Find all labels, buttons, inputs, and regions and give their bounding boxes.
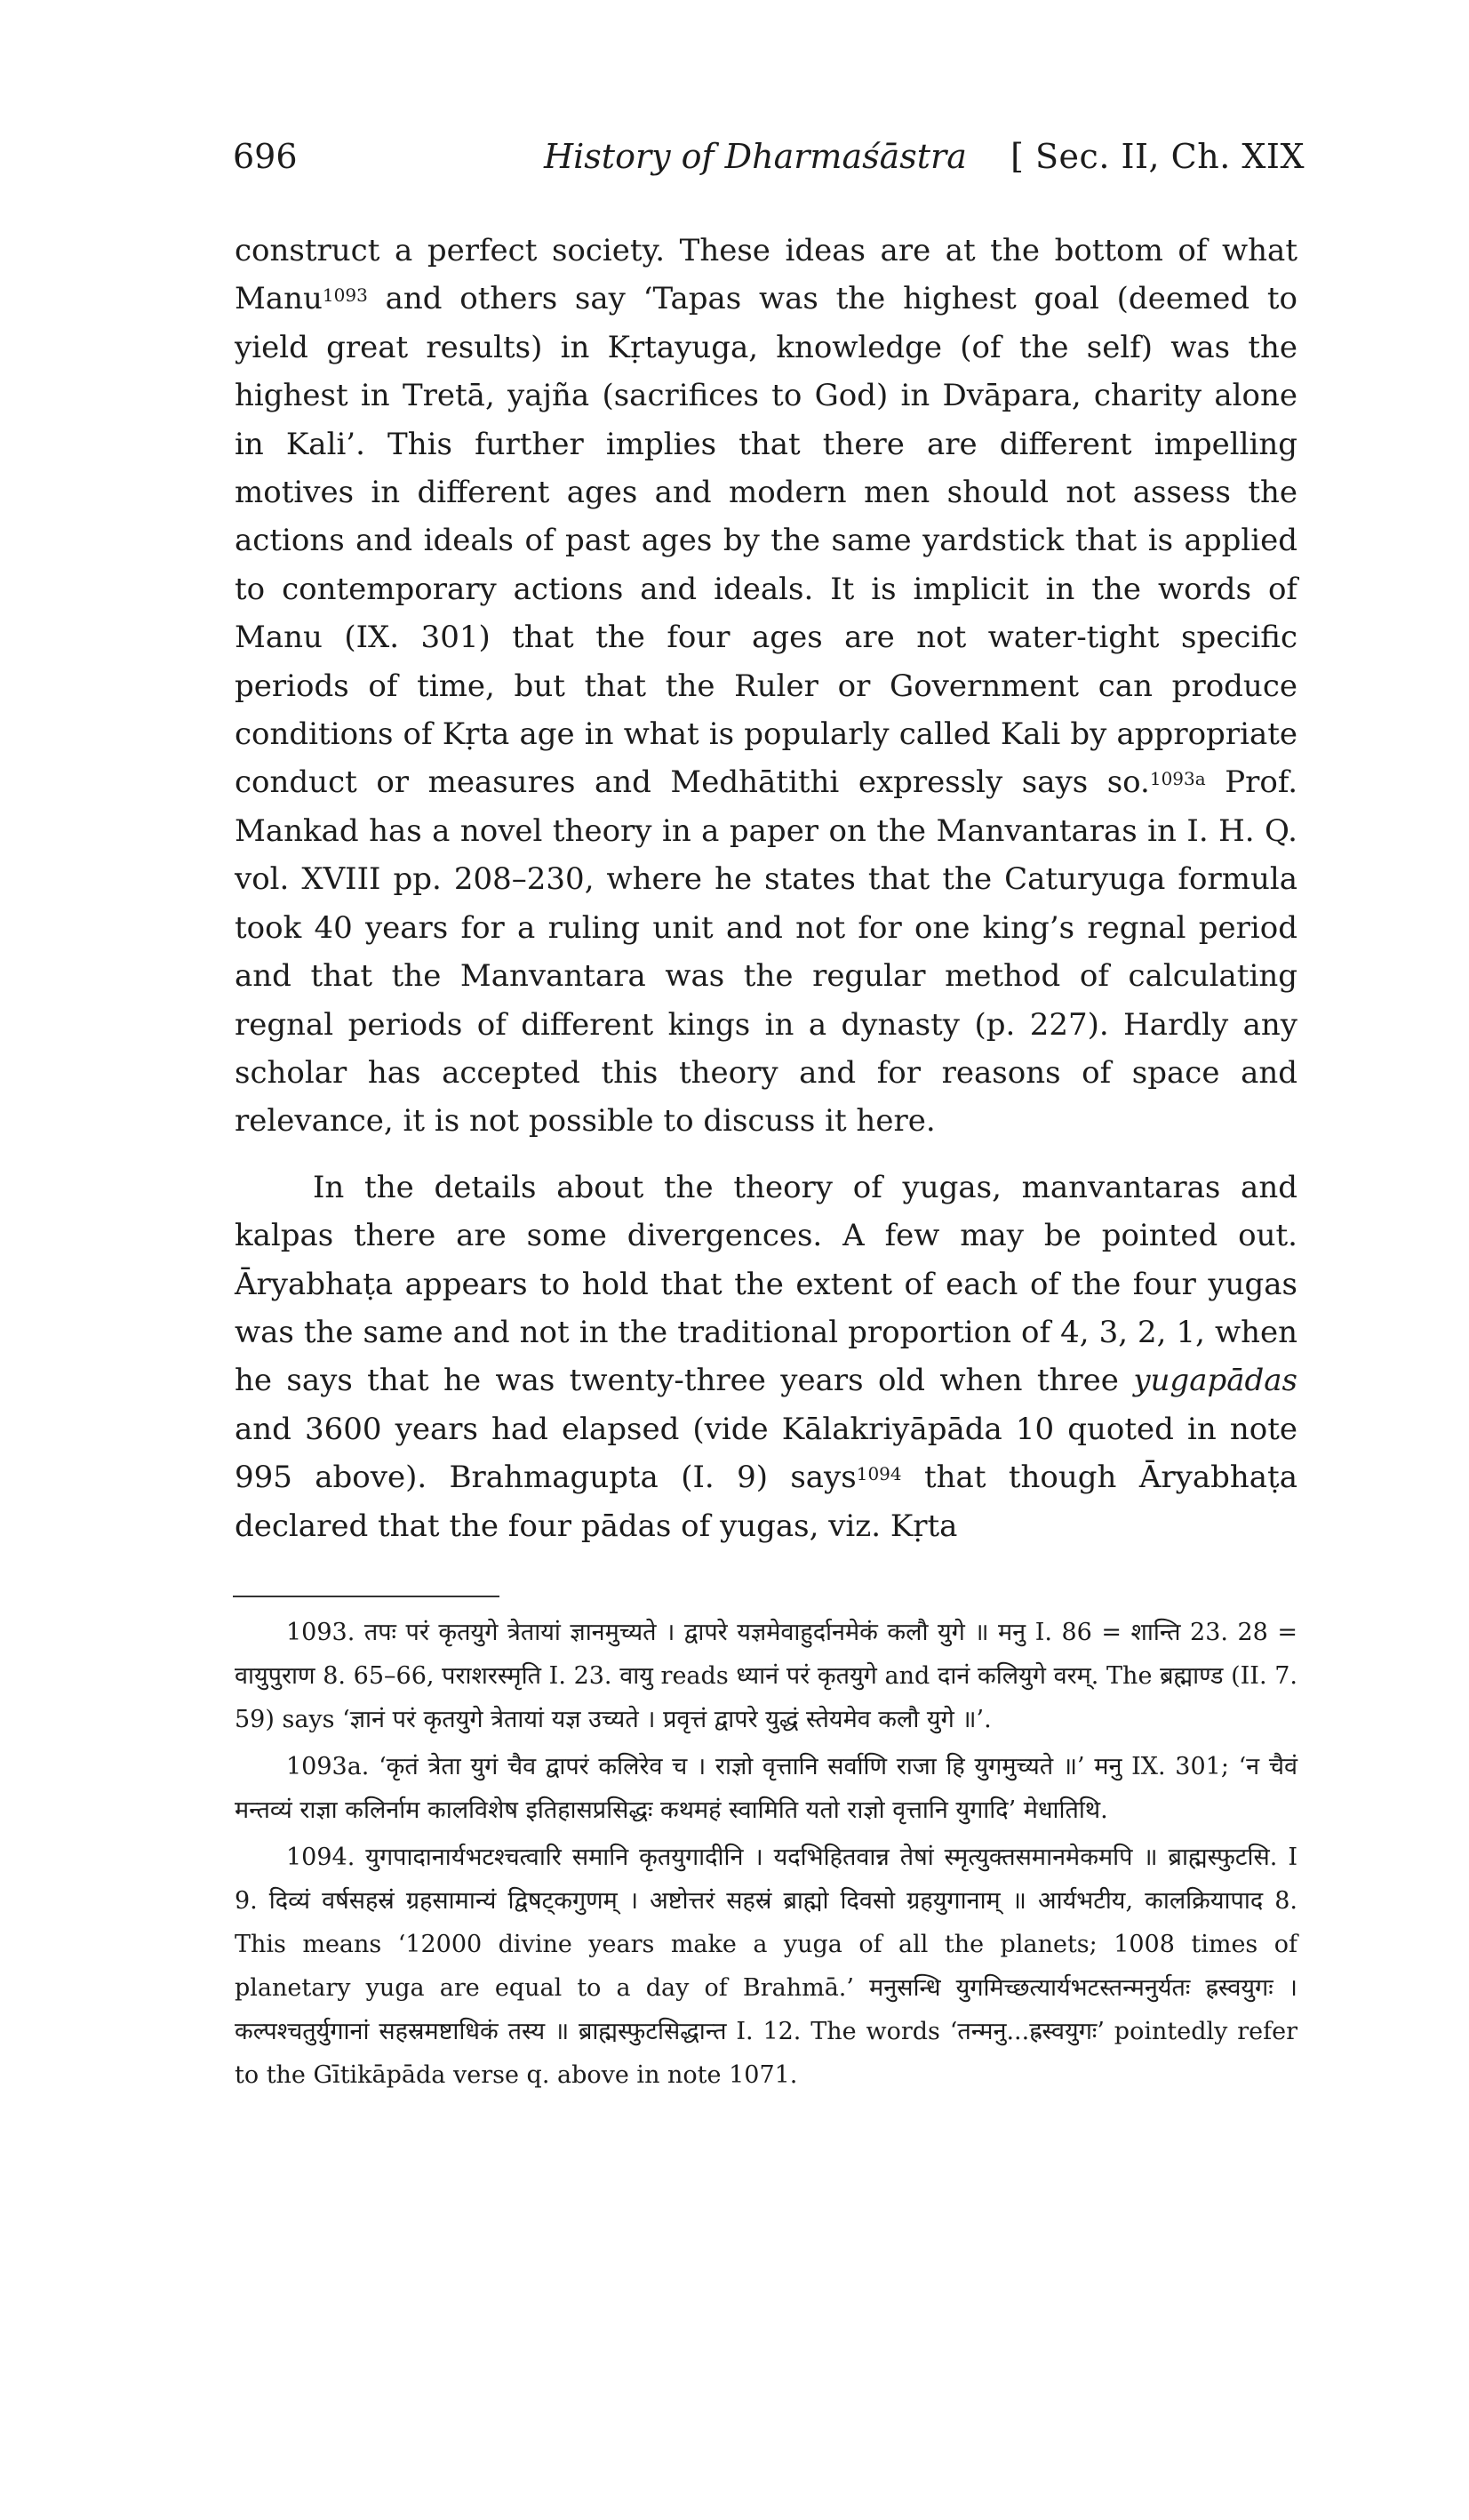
paragraph-1: construct a perfect society. These ideas are at the bottom of what Manu$^{1093}$ and others say ‘Tapas was the highest goal (deemed to yield great results) in Kṛtayuga, knowledge (of the self) was the highest in Tretā, yajña (sacrifices to God) in Dvāpara, charity alone in Kali’. This further implies that there are different impelling motives in different ages and modern men should not assess the actions and ideals of past ages by the same yardstick that is applied to contemporary actions and ideals. It is implicit in the words of Manu (IX. 301) that the four ages are not water-tight specific periods of time, but that the Ruler or Government can produce conditions of Kṛta age in what is popularly called Kali by appropriate conduct or measures and Medhātithi expressly says so.$^{1093a}$ Prof. Mankad has a novel theory in a paper on the Manvantaras in I. H. Q. vol. XVIII pp. 208–230, where he states that the Caturyuga formula took 40 years for a ruling unit and not for one king’s regnal period and that the Manvantara was the regular method of calculating regnal periods of different kings in a dynasty (p. 227). Hardly any scholar has accepted this theory and for reasons of space and relevance, it is not possible to discuss it here. bbox=[235, 233, 1298, 1140]
footnote-ref-1093[interactable]: 1093 bbox=[322, 284, 368, 307]
main-text bbox=[235, 227, 1297, 1550]
footnote-1093: 1093. तपः परं कृतयुगे त्रेतायां ज्ञानमुच्यते । द्वापरे यज्ञमेवाहुर्दानमेकं कलौ युगे ॥ मनु I. 86 = शान्ति 23. 28 = वायुपुराण 8. 65–66, पराशरस्मृति I. 23. वायु reads ध्यानं परं कृतयुगे and दानं कलियुगे वरम्. The ब्रह्माण्ड (II. 7. 59) says ‘ज्ञानं परं कृतयुगे त्रेतायां यज्ञ उच्यते । प्रवृत्तं द्वापरे युद्धं स्तेयमेव कलौ युगे ॥’. bbox=[235, 1619, 1297, 1733]
footnote-1093a: 1093a. ‘कृतं त्रेता युगं चैव द्वापरं कलिरेव च । राज्ञो वृत्तानि सर्वाणि राजा हि युगमुच्यते ॥’ मनु IX. 301; ‘न चैवं मन्तव्यं राज्ञा कलिर्नाम कालविशेष इतिहासप्रसिद्धः कथमहं स्वामिति यतो राज्ञो वृत्तानि युगादि’ मेधातिथि. bbox=[235, 1753, 1297, 1824]
running-title: History of Dharmaśāstra bbox=[544, 137, 967, 176]
paragraph-2: In the details about the theory of yugas, manvantaras and kalpas there are some divergences. A few may be pointed out. Āryabhaṭa appears to hold that the extent of each of the four yugas was the same and not in the traditional proportion of 4, 3, 2, 1, when he says that he was twenty-three years old when three yugapādas and 3600 years had elapsed (vide Kālakriyāpāda 10 quoted in note 995 above). Brahmagupta (I. 9) says$^{1094}$ that though Āryabhaṭa declared that the four pādas of yugas, viz. Kṛta bbox=[235, 1169, 1297, 1544]
footnotes bbox=[235, 1611, 1297, 2100]
running-header bbox=[233, 132, 1305, 185]
page-number: 696 bbox=[233, 137, 298, 176]
footnote-ref-1094[interactable]: 1094 bbox=[856, 1463, 902, 1485]
footnote-1094: 1094. युगपादानार्यभटश्चत्वारि समानि कृतयुगादीनि । यदभिहितवान्न तेषां स्मृत्युक्तसमानमेकमपि ॥ ब्राह्मस्फुटसि. I 9. दिव्यं वर्षसहस्रं ग्रहसामान्यं द्विषट्कगुणम् । अष्टोत्तरं सहस्रं ब्राह्मो दिवसो ग्रहयुगानाम् ॥ आर्यभटीय, कालक्रियापाद 8. This means ‘12000 divine years make a yuga of all the planets; 1008 times of planetary yuga are equal to a day of Brahmā.’ मनुसन्धि युगमिच्छत्यार्यभटस्तन्मनुर्यतः ह्रस्वयुगः । कल्पश्चतुर्युगानां सहस्रमष्टाधिकं तस्य ॥ ब्राह्मस्फुटसिद्धान्त I. 12. The words ‘तन्मनु...ह्रस्वयुगः’ pointedly refer to the Gītikāpāda verse q. above in note 1071. bbox=[235, 1844, 1297, 2089]
footnote-ref-1093a[interactable]: 1093a bbox=[1149, 768, 1206, 790]
footnote-divider bbox=[233, 1596, 499, 1597]
section-reference: [ Sec. II, Ch. XIX bbox=[1010, 137, 1305, 176]
italic-term: yugapādas bbox=[1133, 1363, 1297, 1399]
